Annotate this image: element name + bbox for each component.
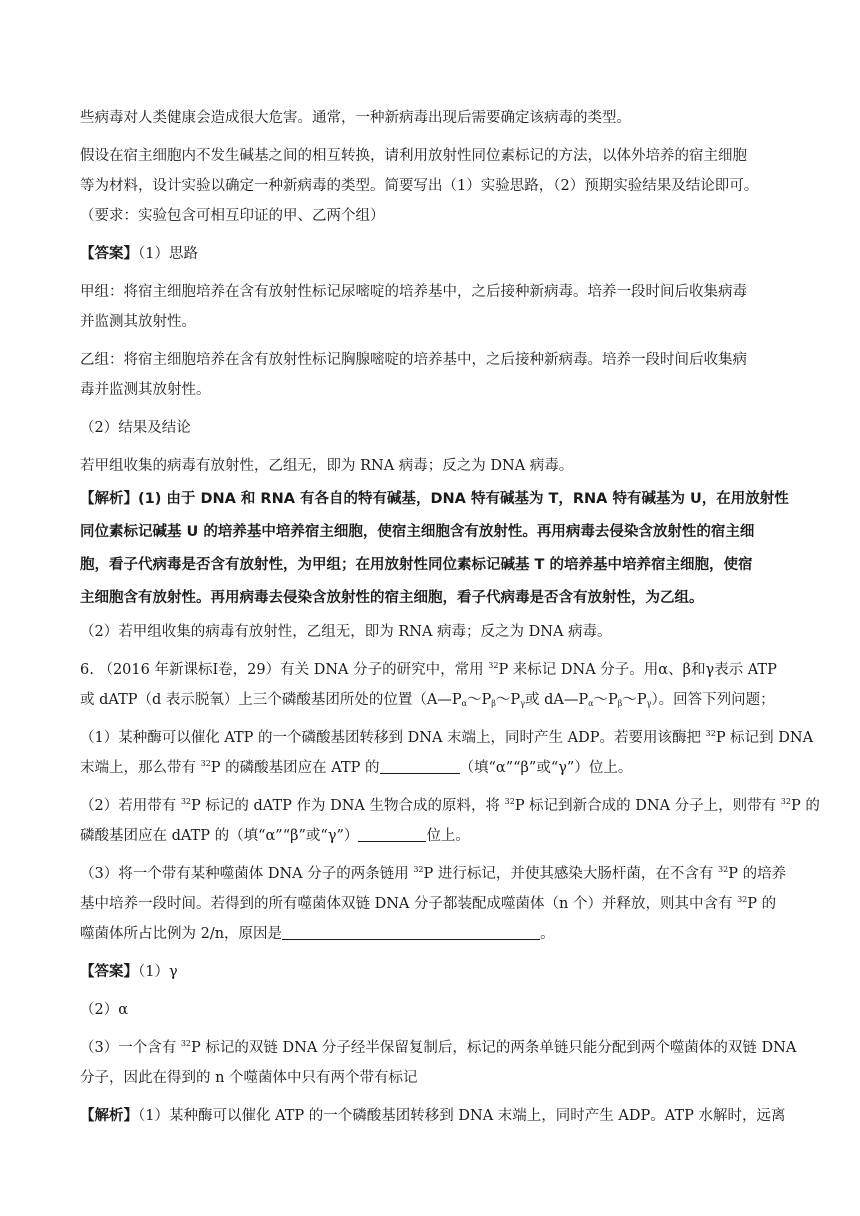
text-line: 等为材料，设计实验以确定一种新病毒的类型。简要写出（1）实验思路，（2）预期实验结果及结论即可。 [80, 178, 759, 194]
text-run: P 的 [790, 798, 820, 814]
text-run: 位上。 [426, 828, 470, 844]
superscript: 32 [413, 865, 424, 874]
text-line: （2）α [80, 1002, 129, 1018]
subscript: γ [646, 699, 652, 708]
text-line: 分子，因此在得到的 n 个噬菌体中只有两个带有标记 [80, 1070, 418, 1086]
superscript: 32 [504, 797, 515, 806]
answer-tag: 【答案】 [80, 245, 138, 262]
question-6-line [80, 690, 800, 710]
superscript: 32 [718, 865, 729, 874]
question-6-3-line [80, 864, 800, 884]
text-run: P 标记到 DNA [715, 730, 814, 746]
text-line: 若甲组收集的病毒有放射性，乙组无，即为 RNA 病毒；反之为 DNA 病毒。 [80, 458, 574, 474]
analysis-heading [80, 1106, 800, 1126]
text-run: （2）若用带有 [80, 798, 181, 814]
question-6-3-line [80, 924, 800, 944]
answer-text: （1）γ [138, 964, 178, 980]
text-run: P 标记的 dATP 作为 DNA 生物合成的原料，将 [191, 798, 505, 814]
text-line: 并监测其放射性。 [80, 314, 196, 330]
superscript: 32 [737, 895, 748, 904]
superscript: 32 [780, 797, 791, 806]
analysis-tag: 【解析】 [80, 1107, 138, 1124]
analysis-line: 主细胞含有放射性。再用病毒去侵染含放射性的宿主细胞，看子代病毒是否含有放射性，为乙组。 [80, 590, 704, 606]
text-line: （要求：实验包含可相互印证的甲、乙两个组） [80, 208, 385, 224]
answer-heading [80, 244, 800, 264]
text-line: 假设在宿主细胞内不发生碱基之间的相互转换，请利用放射性同位素标记的方法，以体外培养的宿主细胞 [80, 148, 747, 164]
subscript: β [617, 699, 623, 708]
question-6-1-line [80, 728, 814, 748]
text-line: 甲组：将宿主细胞培养在含有放射性标记尿嘧啶的培养基中，之后接种新病毒。培养一段时间后收集病毒 [80, 284, 747, 300]
text-run: P 进行标记，并使其感染大肠杆菌，在不含有 [423, 866, 719, 882]
text-run: （1）某种酶可以催化 ATP 的一个磷酸基团转移到 DNA 末端上，同时产生 ADP。若要用该酶把 [80, 730, 706, 746]
question-6-2-line [80, 826, 800, 846]
question-6-2-line [80, 796, 820, 816]
question-6-1-line [80, 758, 800, 778]
text-line [80, 1038, 800, 1058]
text-run: ～P [622, 692, 647, 708]
answer-blank [358, 827, 426, 842]
text-run: 基中培养一段时间。若得到的所有噬菌体双链 DNA 分子都装配成噬菌体（n 个）并释放，则其中含有 [80, 896, 738, 912]
text-line: 毒并监测其放射性。 [80, 382, 211, 398]
text-run: 。 [540, 926, 555, 942]
text-line: 乙组：将宿主细胞培养在含有放射性标记胸腺嘧啶的培养基中，之后接种新病毒。培养一段时间后收集病 [80, 352, 747, 368]
text-run: 或 dATP（d 表示脱氧）上三个磷酸基团所处的位置（A—P [80, 692, 462, 708]
text-run: P 的磷酸基团应在 ATP 的 [210, 760, 380, 776]
text-run: P 标记到新合成的 DNA 分子上，则带有 [514, 798, 781, 814]
answer-heading [80, 962, 800, 982]
text-run: ～P [467, 692, 492, 708]
text-line: （2）结果及结论 [80, 420, 191, 436]
answer-tag: 【答案】 [80, 963, 138, 980]
superscript: 32 [180, 1039, 192, 1048]
text-run: ～P [593, 692, 618, 708]
superscript: 32 [180, 797, 192, 806]
answer-blank [282, 925, 540, 940]
text-line: （2）若甲组收集的病毒有放射性，乙组无，即为 RNA 病毒；反之为 DNA 病毒。 [80, 624, 612, 640]
subscript: γ [520, 699, 525, 708]
subscript: α [461, 699, 468, 708]
text-run: 噬菌体所占比例为 2/n，原因是 [80, 926, 283, 942]
text-run: ）。回答下列问题； [651, 692, 775, 708]
analysis-text: （1）某种酶可以催化 ATP 的一个磷酸基团转移到 DNA 末端上，同时产生 ADP。ATP 水解时，远离 [138, 1108, 786, 1124]
superscript: 32 [200, 759, 211, 768]
text-run: 磷酸基团应在 dATP 的（填“α”“β”或“γ”） [80, 828, 359, 844]
superscript: 32 [488, 661, 499, 670]
text-run: 或 dA—P [524, 692, 589, 708]
question-6-line [80, 660, 800, 680]
text-run: 6. （2016 年新课标Ⅰ卷，29）有关 DNA 分子的研究中，常用 [80, 662, 489, 678]
text-run: 末端上，那么带有 [80, 760, 201, 776]
text-run: （3）将一个带有某种噬菌体 DNA 分子的两条链用 [80, 866, 414, 882]
text-line: 些病毒对人类健康会造成很大危害。通常，一种新病毒出现后需要确定该病毒的类型。 [80, 110, 631, 126]
text-run: P 来标记 DNA 分子。用α、β和γ表示 ATP [498, 662, 777, 678]
analysis-line: 同位素标记碱基 U 的培养基中培养宿主细胞，使宿主细胞含有放射性。再用病毒去侵染含放射性的宿主细 [80, 524, 755, 540]
analysis-line: 【解析】(1) 由于 DNA 和 RNA 有各自的特有碱基，DNA 特有碱基为 T，RNA 特有碱基为 U，在用放射性 [80, 491, 789, 507]
subscript: β [491, 699, 496, 708]
text-run: P 的培养 [728, 866, 787, 882]
text-run: ～P [495, 692, 521, 708]
text-run: P 的 [747, 896, 777, 912]
text-run: （3）一个含有 [80, 1040, 181, 1056]
superscript: 32 [705, 729, 716, 738]
text-run: P 标记的双链 DNA 分子经半保留复制后，标记的两条单链只能分配到两个噬菌体的双链 DNA [191, 1040, 797, 1056]
text-run: （填“α”“β”或“γ”）位上。 [459, 760, 633, 776]
question-6-3-line [80, 894, 800, 914]
answer-blank [380, 759, 460, 774]
answer-text: （1）思路 [138, 246, 198, 262]
analysis-line: 胞，看子代病毒是否含有放射性，为甲组；在用放射性同位素标记碱基 T 的培养基中培养宿主细胞，使宿 [80, 557, 753, 573]
subscript: α [588, 699, 594, 708]
